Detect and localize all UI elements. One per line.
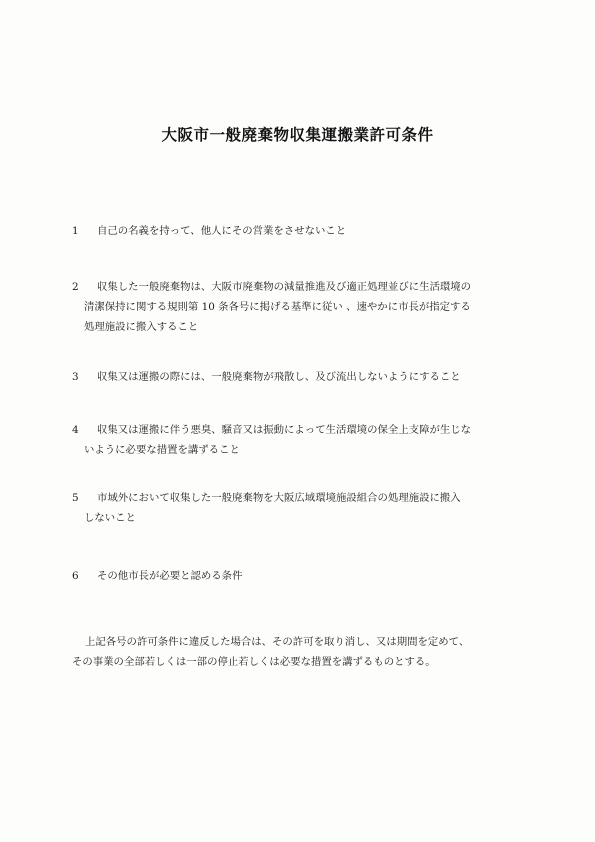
condition-item-6 bbox=[72, 566, 532, 586]
condition-item-3 bbox=[72, 367, 532, 387]
item-text-line: 収集した一般廃棄物は、大阪市廃棄物の減量推進及び適正処理並びに生活環境の bbox=[97, 281, 472, 293]
item-number: 6 bbox=[72, 570, 79, 582]
item-number: 1 bbox=[72, 225, 79, 237]
closing-paragraph bbox=[72, 632, 532, 672]
item-number: 3 bbox=[72, 371, 79, 383]
item-text-line: その他市長が必要と認める条件 bbox=[97, 570, 243, 582]
item-text-line: 自己の名義を持って、他人にその営業をさせないこと bbox=[97, 225, 347, 237]
item-text-line: 処理施設に搬入すること bbox=[84, 321, 199, 333]
item-text-line: 清潔保持に関する規則第 10 条各号に掲げる基準に従い 、速やかに市長が指定する bbox=[84, 301, 471, 313]
condition-item-1 bbox=[72, 221, 532, 241]
item-text-line: 収集又は運搬に伴う悪臭、騒音又は振動によって生活環境の保全上支障が生じな bbox=[97, 424, 472, 436]
closing-text-line: その事業の全部若しくは一部の停止若しくは必要な措置を講ずるものとする。 bbox=[72, 656, 436, 668]
item-number: 5 bbox=[72, 492, 79, 504]
item-text-line: いように必要な措置を講ずること bbox=[84, 444, 240, 456]
item-number: 2 bbox=[72, 281, 79, 293]
item-number: 4 bbox=[72, 424, 79, 436]
item-text-line: 市域外において収集した一般廃棄物を大阪広域環境施設組合の処理施設に搬入 bbox=[97, 492, 461, 504]
closing-text-line: 上記各号の許可条件に違反した場合は、その許可を取り消し、又は期間を定めて、 bbox=[85, 636, 470, 648]
condition-item-4 bbox=[72, 420, 532, 460]
condition-item-5 bbox=[72, 488, 532, 528]
item-text-line: しないこと bbox=[84, 512, 136, 524]
item-text-line: 収集又は運搬の際には、一般廃棄物が飛散し、及び流出しないようにすること bbox=[97, 371, 461, 383]
document-title: 大阪市一般廃棄物収集運搬業許可条件 bbox=[161, 126, 434, 144]
condition-item-2 bbox=[72, 277, 532, 337]
